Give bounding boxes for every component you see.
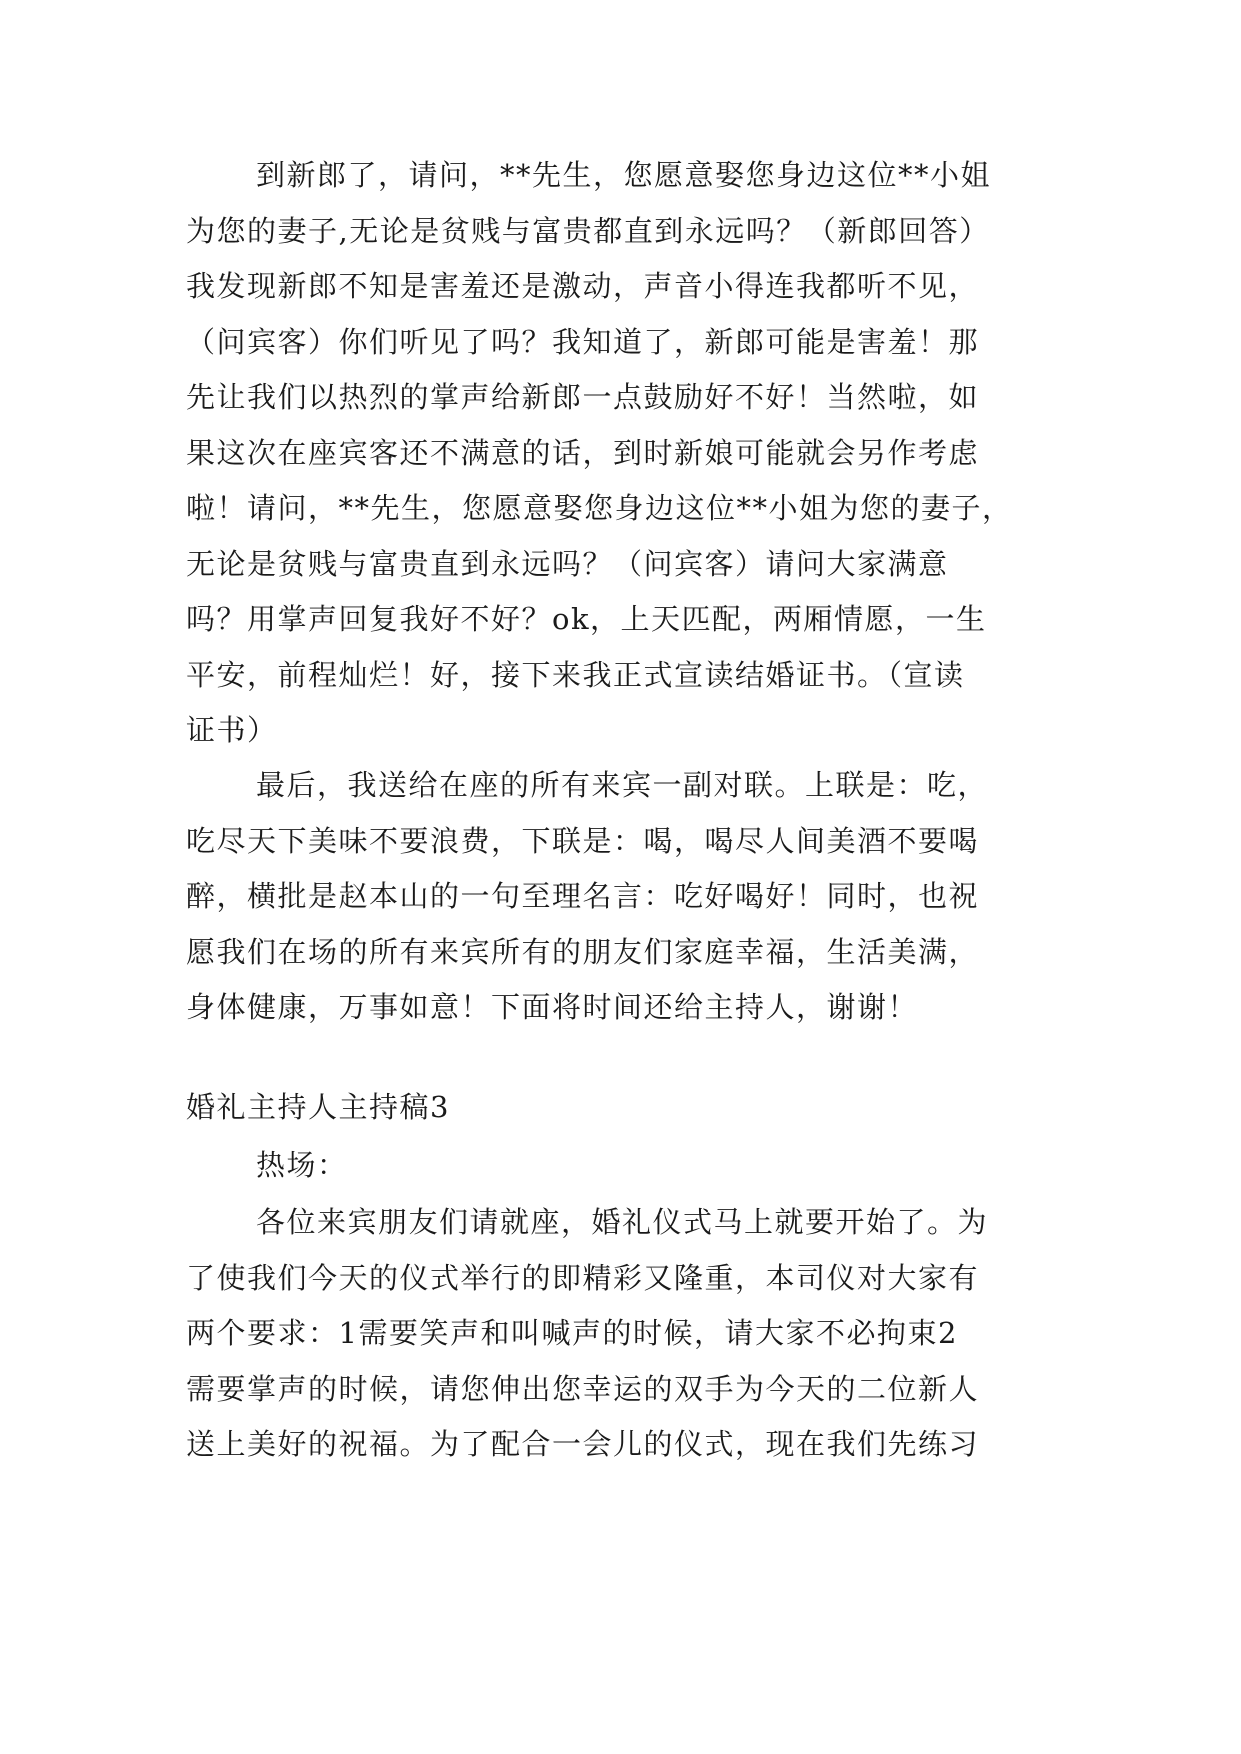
text-line: 为您的妻子,无论是贫贱与富贵都直到永远吗？（新郎回答）: [186, 213, 990, 248]
section-title: 婚礼主持人主持稿3: [186, 1090, 450, 1124]
text-line: 果这次在座宾客还不满意的话，到时新娘可能就会另作考虑: [186, 435, 980, 470]
text-line: 吗？用掌声回复我好不好？ok，上天匹配，两厢情愿，一生: [186, 602, 987, 636]
paragraph-couplet: [186, 758, 1086, 1036]
text-line: 身体健康，万事如意！下面将时间还给主持人，谢谢！: [186, 990, 919, 1024]
paragraph-warmup-label: [186, 1138, 1086, 1194]
text-line: 啦！请问，**先生，您愿意娶您身边这位**小姐为您的妻子，: [186, 491, 1013, 525]
text-line: 热场：: [256, 1148, 348, 1182]
text-line: （问宾客）你们听见了吗？我知道了，新郎可能是害羞！那: [186, 324, 980, 359]
text-line: 证书）: [186, 713, 278, 747]
text-line: 平安，前程灿烂！好，接下来我正式宣读结婚证书。（宣读: [186, 657, 965, 692]
text-line: 醉，横批是赵本山的一句至理名言：吃好喝好！同时，也祝: [186, 879, 980, 913]
text-line: 吃尽天下美味不要浪费，下联是：喝，喝尽人间美酒不要喝: [186, 823, 980, 858]
text-line: 需要掌声的时候，请您伸出您幸运的双手为今天的二位新人: [186, 1371, 980, 1406]
text-line: 各位来宾朋友们请就座，婚礼仪式马上就要开始了。为: [256, 1205, 989, 1239]
text-line: 无论是贫贱与富贵直到永远吗？（问宾客）请问大家满意: [186, 546, 949, 581]
text-line: 先让我们以热烈的掌声给新郎一点鼓励好不好！当然啦，如: [186, 380, 980, 414]
text-line: 两个要求：1需要笑声和叫喊声的时候，请大家不必拘束2: [186, 1316, 958, 1350]
paragraph-groom-vow: [186, 148, 1086, 759]
text-line: 送上美好的祝福。为了配合一会儿的仪式，现在我们先练习: [186, 1427, 980, 1461]
text-line: 到新郎了，请问，**先生，您愿意娶您身边这位**小姐: [256, 158, 992, 192]
text-line: 最后，我送给在座的所有来宾一副对联。上联是：吃，: [256, 768, 989, 802]
text-line: 我发现新郎不知是害羞还是激动，声音小得连我都听不见，: [186, 269, 980, 303]
text-line: 了使我们今天的仪式举行的即精彩又隆重，本司仪对大家有: [186, 1260, 980, 1295]
paragraph-opening: [186, 1195, 1086, 1473]
text-line: 愿我们在场的所有来宾所有的朋友们家庭幸福，生活美满，: [186, 934, 980, 969]
